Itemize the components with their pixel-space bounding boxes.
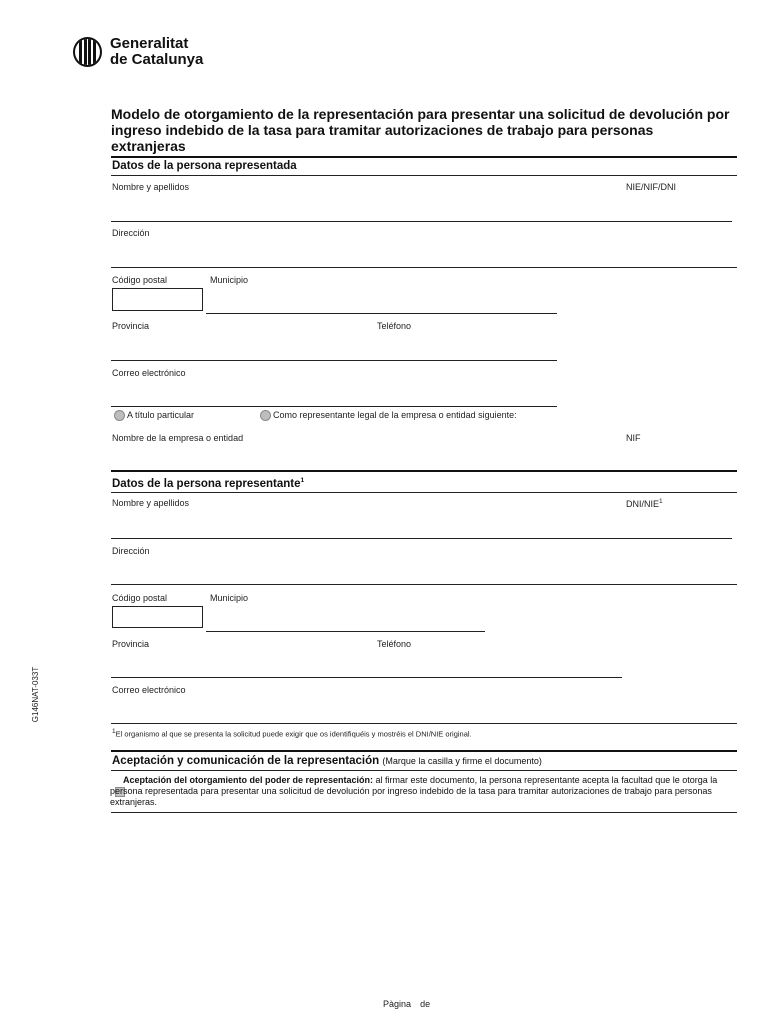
represented-name-label: Nombre y apellidos [112, 182, 190, 192]
radio-button-icon[interactable] [260, 410, 271, 421]
footnote-marker: 1 [300, 477, 305, 484]
representative-heading-text: Datos de la persona representante [112, 477, 301, 490]
represented-email-label: Correo electrónico [112, 368, 186, 378]
representative-postal-input[interactable] [112, 606, 203, 628]
acceptance-heading-text: Aceptación y comunicación de la representación [112, 755, 380, 767]
section-divider [111, 492, 737, 493]
representative-province-phone-field[interactable] [111, 677, 622, 678]
footnote [112, 728, 472, 739]
represented-province-phone-field[interactable] [111, 360, 557, 361]
acceptance-heading-note: (Marque la casilla y firme el documento) [382, 756, 542, 766]
representative-address-label: Dirección [112, 546, 150, 556]
radio-legal-representative-label: Como representante legal de la empresa o entidad siguiente: [273, 410, 517, 420]
acceptance-body-text: al firmar este documento, la persona representante acepta la facultad que le otorga la persona representada para presentar una solicitud de devolución por ingreso indebido de la tasa para tramitar autorizaciones de trabajo para personas extranjeras. [110, 775, 718, 807]
footnote-marker: 1 [659, 498, 663, 505]
representative-province-label: Provincia [112, 639, 150, 649]
represented-id-label: NIE/NIF/DNI [626, 182, 677, 192]
acceptance-heading [112, 755, 542, 767]
radio-legal-representative[interactable] [260, 410, 517, 421]
logo-line-1: Generalitat [110, 35, 189, 52]
document-title: Modelo de otorgamiento de la representación para presentar una solicitud de devolución por ingreso indebido de la tasa para tramitar autorizaciones de trabajo para personas extranjeras [111, 106, 730, 154]
generalitat-logo-icon [73, 37, 102, 67]
representative-municipality-label: Municipio [210, 593, 249, 603]
acceptance-text [110, 775, 738, 808]
radio-individual-label: A título particular [127, 410, 195, 420]
radio-button-icon[interactable] [114, 410, 125, 421]
representative-email-label: Correo electrónico [112, 685, 186, 695]
representative-name-label: Nombre y apellidos [112, 498, 190, 508]
representative-id-label [626, 498, 663, 509]
company-nif-label: NIF [626, 433, 641, 443]
representative-heading [112, 477, 304, 490]
representative-municipality-field[interactable] [206, 631, 485, 632]
represented-address-label: Dirección [112, 228, 150, 238]
footnote-marker: 1 [112, 728, 116, 735]
represented-province-label: Provincia [112, 321, 150, 331]
section-divider [111, 750, 737, 752]
acceptance-bold-text: Aceptación del otorgamiento del poder de representación: [123, 775, 374, 785]
representative-phone-label: Teléfono [377, 639, 412, 649]
footnote-text: El organismo al que se presenta la solicitud puede exigir que os identifiquéis y mostréis el DNI/NIE original. [115, 729, 472, 739]
page-of-label: de [420, 999, 431, 1009]
section-divider [111, 812, 737, 813]
represented-postal-input[interactable] [112, 288, 203, 311]
represented-email-field[interactable] [111, 406, 557, 407]
represented-address-field[interactable] [111, 267, 737, 268]
company-name-label: Nombre de la empresa o entidad [112, 433, 244, 443]
document-code: G146NAT-033T [31, 666, 41, 723]
section-divider [111, 770, 737, 771]
logo-line-2: de Catalunya [110, 51, 204, 68]
represented-postal-label: Código postal [112, 275, 168, 285]
represented-heading: Datos de la persona representada [112, 160, 297, 172]
radio-individual[interactable] [114, 410, 194, 421]
page-label: Pàgina [383, 999, 412, 1009]
represented-phone-label: Teléfono [377, 321, 412, 331]
section-divider [111, 175, 737, 176]
section-divider [111, 156, 737, 158]
represented-municipality-field[interactable] [206, 313, 557, 314]
representative-email-field[interactable] [111, 723, 737, 724]
representative-id-label-text: DNI/NIE [626, 499, 660, 509]
page-footer [383, 999, 430, 1009]
representative-name-field[interactable] [111, 538, 732, 539]
representative-address-field[interactable] [111, 584, 737, 585]
representative-postal-label: Código postal [112, 593, 168, 603]
represented-municipality-label: Municipio [210, 275, 249, 285]
logo-text [110, 36, 203, 68]
section-divider [111, 470, 737, 472]
represented-name-field[interactable] [111, 221, 732, 222]
